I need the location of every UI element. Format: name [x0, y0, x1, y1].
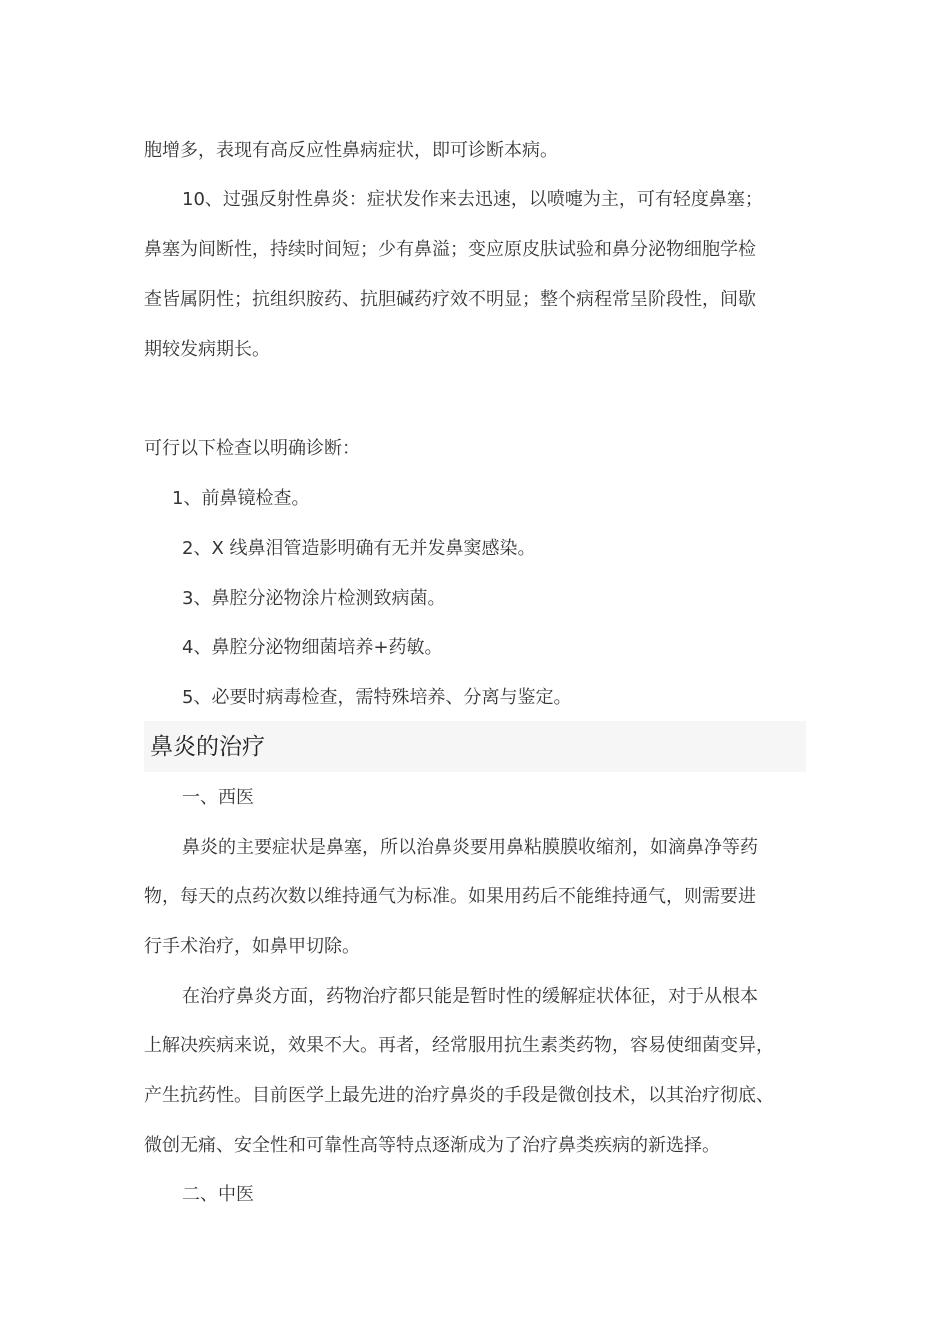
item10-line-3: 查皆属阴性；抗组织胺药、抗胆碱药疗效不明显；整个病程常呈阶段性，间歇: [144, 289, 756, 310]
paragraph-end: 胞增多，表现有高反应性鼻病症状，即可诊断本病。: [144, 140, 558, 161]
section-heading: [144, 721, 806, 772]
exam-item-3: 3、鼻腔分泌物涂片检测致病菌。: [182, 588, 446, 609]
exam-item-2: 2、X 线鼻泪管造影明确有无并发鼻窦感染。: [182, 538, 536, 559]
exam-item-1: 1、前鼻镜检查。: [172, 488, 310, 509]
western-para1-line-2: 物，每天的点药次数以维持通气为标准。如果用药后不能维持通气，则需要进: [144, 886, 756, 907]
exam-item-4: 4、鼻腔分泌物细菌培养+药敏。: [182, 637, 443, 658]
item10-line-1: 10、过强反射性鼻炎：症状发作来去迅速，以喷嚏为主，可有轻度鼻塞；: [182, 189, 763, 210]
western-para1-line-1: 鼻炎的主要症状是鼻塞，所以治鼻炎要用鼻粘膜膜收缩剂，如滴鼻净等药: [182, 837, 758, 858]
item10-line-4: 期较发病期长。: [144, 339, 270, 360]
western-heading: 一、西医: [182, 787, 254, 808]
item10-line-2: 鼻塞为间断性，持续时间短；少有鼻溢；变应原皮肤试验和鼻分泌物细胞学检: [144, 239, 756, 260]
western-para1-line-3: 行手术治疗，如鼻甲切除。: [144, 936, 360, 957]
western-para2-line-4: 微创无痛、安全性和可靠性高等特点逐渐成为了治疗鼻类疾病的新选择。: [144, 1135, 720, 1156]
chinese-medicine-heading: 二、中医: [182, 1184, 254, 1205]
western-para2-line-3: 产生抗药性。目前医学上最先进的治疗鼻炎的手段是微创技术，以其治疗彻底、: [144, 1085, 774, 1106]
exam-item-5: 5、必要时病毒检查，需特殊培养、分离与鉴定。: [182, 687, 572, 708]
western-para2-line-2: 上解决疾病来说，效果不大。再者，经常服用抗生素类药物，容易使细菌变异，: [144, 1035, 774, 1056]
western-para2-line-1: 在治疗鼻炎方面，药物治疗都只能是暂时性的缓解症状体征，对于从根本: [182, 986, 758, 1007]
section-title: 鼻炎的治疗: [150, 734, 265, 760]
exam-intro: 可行以下检查以明确诊断：: [144, 438, 360, 459]
